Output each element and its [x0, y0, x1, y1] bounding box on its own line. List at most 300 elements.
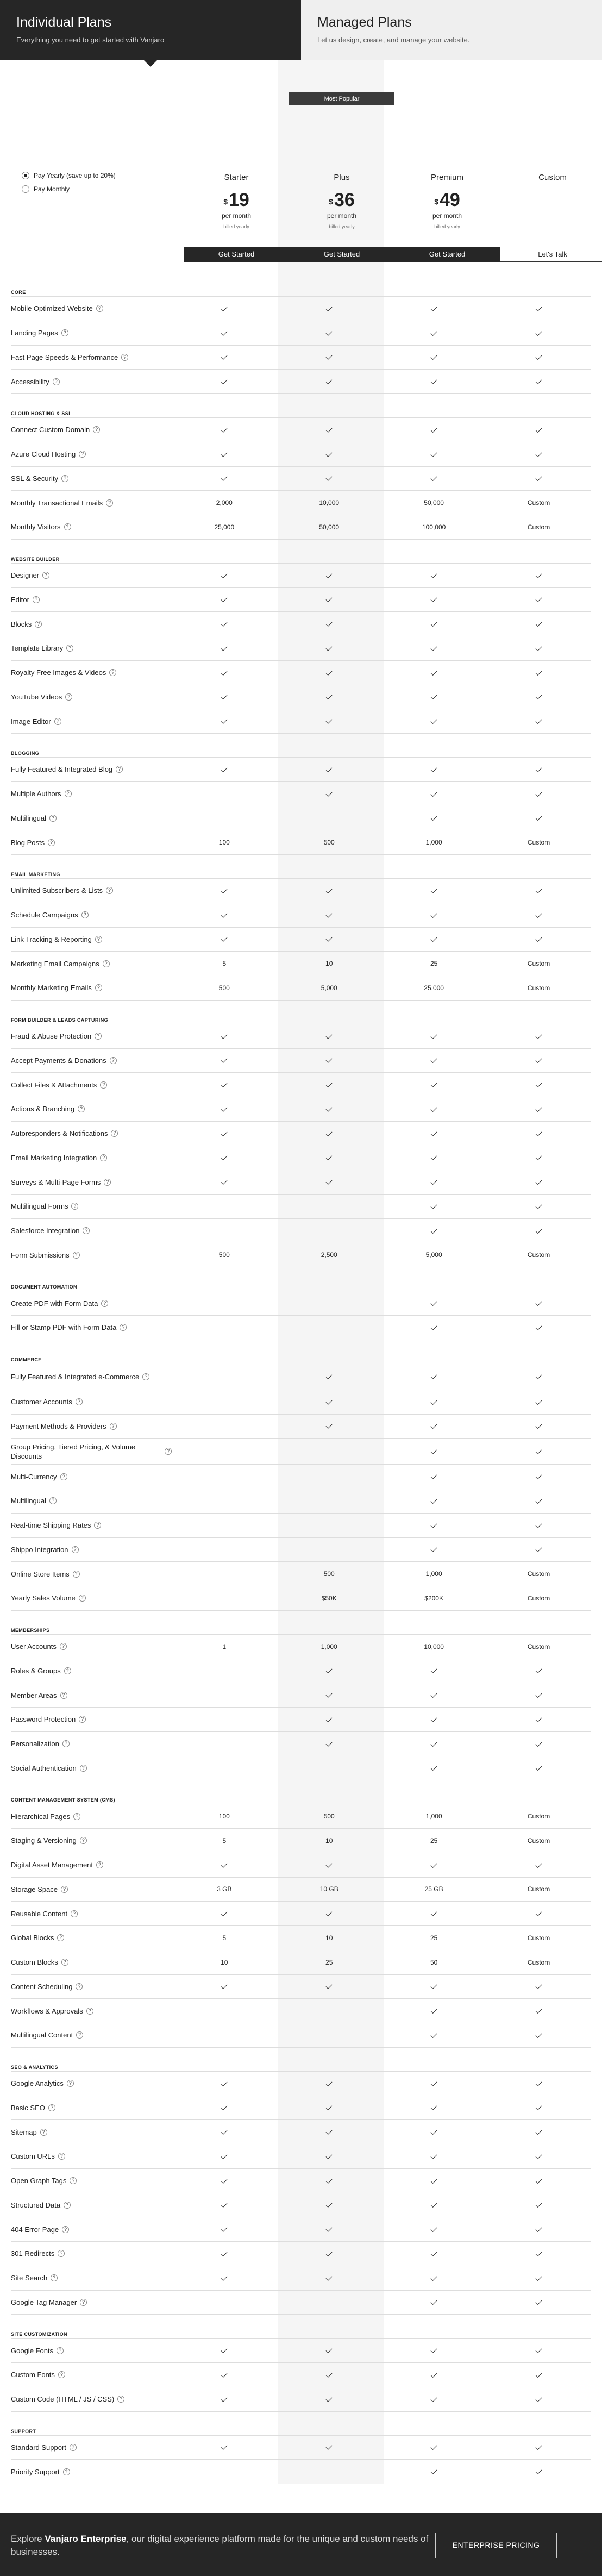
feature-row: [11, 1439, 591, 1465]
checkmark-icon: [536, 693, 542, 699]
feature-included-cell: [277, 474, 381, 482]
help-icon[interactable]: ?: [61, 1959, 68, 1966]
feature-included-cell: [277, 1056, 381, 1064]
lets-talk-button[interactable]: Let's Talk: [500, 247, 602, 262]
billing-yearly-label: Pay Yearly (save up to 20%): [34, 172, 116, 179]
radio-unselected-icon[interactable]: [22, 185, 29, 193]
radio-selected-icon[interactable]: [22, 172, 29, 179]
checkmark-icon: [221, 1910, 228, 1916]
feature-value-cell: 10 GB: [319, 1885, 338, 1893]
checkmark-icon: [326, 1861, 333, 1868]
feature-included-cell: [172, 1178, 277, 1186]
feature-included-cell: [486, 1154, 591, 1161]
feature-included-cell: [277, 911, 381, 919]
feature-sections: [11, 273, 591, 2484]
help-icon[interactable]: ?: [67, 2080, 74, 2087]
feature-row: [11, 2339, 591, 2363]
feature-included-cell: [277, 1081, 381, 1089]
section-title: EMAIL MARKETING: [11, 855, 591, 879]
feature-row: [11, 1902, 591, 1926]
feature-row: [11, 709, 591, 734]
feature-name: [11, 1056, 172, 1065]
feature-label: Designer: [11, 571, 40, 580]
help-icon[interactable]: ?: [57, 1934, 64, 1941]
feature-section: [11, 1340, 591, 1611]
checkmark-icon: [326, 1130, 333, 1136]
feature-included-cell: [486, 1299, 591, 1307]
feature-value-cell: 10: [325, 1836, 333, 1845]
feature-row: [11, 2436, 591, 2460]
help-icon[interactable]: ?: [111, 1130, 118, 1137]
checkmark-icon: [431, 1983, 437, 1989]
help-icon[interactable]: ?: [66, 645, 73, 652]
feature-value-cell: $200K: [424, 1594, 443, 1602]
feature-included-cell: [381, 1691, 486, 1699]
help-icon[interactable]: ?: [35, 621, 42, 628]
feature-row: [11, 442, 591, 467]
checkmark-icon: [326, 1105, 333, 1112]
feature-value-cell: 25: [430, 1836, 438, 1845]
feature-name: [11, 2249, 172, 2258]
feature-included-cell: [277, 1861, 381, 1869]
help-icon[interactable]: ?: [101, 1300, 108, 1307]
feature-included-cell: [172, 935, 277, 943]
help-icon[interactable]: ?: [58, 2250, 65, 2257]
plan-name: Plus: [334, 173, 350, 182]
help-icon[interactable]: ?: [95, 984, 102, 991]
checkmark-icon: [326, 378, 333, 384]
checkmark-icon: [431, 1667, 437, 1673]
feature-value-cell: 2,000: [216, 499, 233, 507]
help-icon[interactable]: ?: [78, 1105, 85, 1112]
help-icon[interactable]: ?: [62, 1740, 70, 1747]
feature-row: [11, 1219, 591, 1243]
checkmark-icon: [221, 378, 228, 384]
feature-included-cell: [172, 2128, 277, 2136]
checkmark-icon: [536, 2225, 542, 2232]
checkmark-icon: [326, 1422, 333, 1429]
feature-included-cell: [381, 1764, 486, 1772]
feature-value-cell: 100: [218, 1812, 230, 1821]
feature-included-cell: [381, 2080, 486, 2087]
feature-value-cell: Custom: [527, 1885, 550, 1893]
feature-included-cell: [486, 1910, 591, 1917]
feature-label: Monthly Marketing Emails: [11, 984, 92, 992]
help-icon[interactable]: ?: [64, 1667, 71, 1674]
feature-row: [11, 1122, 591, 1146]
checkmark-icon: [326, 329, 333, 336]
checkmark-icon: [536, 2298, 542, 2305]
help-icon[interactable]: ?: [110, 1057, 117, 1064]
feature-included-cell: [381, 426, 486, 434]
feature-included-cell: [486, 1473, 591, 1480]
feature-name: [11, 1372, 172, 1381]
help-icon[interactable]: ?: [40, 2129, 47, 2136]
feature-label: Google Tag Manager: [11, 2298, 77, 2306]
feature-included-cell: [381, 2225, 486, 2233]
enterprise-pricing-button[interactable]: ENTERPRISE PRICING: [435, 2533, 557, 2558]
checkmark-icon: [221, 2104, 228, 2110]
feature-included-cell: [381, 1667, 486, 1674]
feature-included-cell: [277, 305, 381, 312]
checkmark-icon: [536, 2177, 542, 2184]
help-icon[interactable]: ?: [33, 596, 40, 603]
section-title: SEO & ANALYTICS: [11, 2048, 591, 2072]
help-icon[interactable]: ?: [93, 426, 100, 433]
get-started-button[interactable]: Get Started: [394, 247, 500, 262]
feature-label: Autoresponders & Notifications: [11, 1129, 108, 1138]
feature-value-cell: Custom: [527, 1570, 550, 1578]
feature-value-cell: 1,000: [425, 1812, 442, 1821]
feature-included-cell: [486, 2468, 591, 2475]
feature-included-cell: [486, 426, 591, 434]
feature-included-cell: [172, 620, 277, 628]
help-icon[interactable]: ?: [80, 1837, 87, 1844]
help-icon[interactable]: ?: [103, 960, 110, 967]
feature-included-cell: [277, 1983, 381, 1990]
feature-label: Staging & Versioning: [11, 1836, 77, 1845]
help-icon[interactable]: ?: [53, 378, 60, 385]
help-icon[interactable]: ?: [63, 2468, 70, 2475]
help-icon[interactable]: ?: [71, 1910, 78, 1917]
checkmark-icon: [536, 620, 542, 627]
help-icon[interactable]: ?: [100, 1154, 107, 1161]
feature-included-cell: [172, 378, 277, 385]
feature-section: [11, 1611, 591, 1781]
checkmark-icon: [326, 911, 333, 918]
checkmark-icon: [326, 645, 333, 651]
help-icon[interactable]: ?: [104, 1179, 111, 1186]
checkmark-icon: [431, 305, 437, 311]
feature-included-cell: [381, 2396, 486, 2403]
feature-included-cell: [486, 2007, 591, 2015]
feature-name: [11, 789, 172, 798]
feature-included-cell: [172, 645, 277, 652]
help-icon[interactable]: ?: [121, 354, 128, 361]
help-icon[interactable]: ?: [49, 815, 57, 822]
checkmark-icon: [326, 2274, 333, 2281]
checkmark-icon: [536, 1497, 542, 1504]
plan-tabs: [0, 0, 602, 60]
help-icon[interactable]: ?: [61, 475, 68, 482]
help-icon[interactable]: ?: [94, 1522, 101, 1529]
feature-included-cell: [277, 378, 381, 385]
feature-label: Content Scheduling: [11, 1982, 73, 1991]
feature-value-cell: Custom: [527, 1836, 550, 1845]
help-icon[interactable]: ?: [76, 1983, 83, 1990]
feature-row: [11, 1926, 591, 1950]
feature-included-cell: [486, 2443, 591, 2451]
help-icon[interactable]: ?: [65, 693, 72, 701]
help-icon[interactable]: ?: [62, 2226, 69, 2233]
help-icon[interactable]: ?: [142, 1373, 149, 1380]
feature-row: [11, 1514, 591, 1538]
help-icon[interactable]: ?: [79, 1595, 86, 1602]
checkmark-icon: [326, 2153, 333, 2159]
feature-name: [11, 2370, 172, 2379]
feature-label: Online Store Items: [11, 1570, 70, 1578]
feature-label: Landing Pages: [11, 329, 58, 337]
checkmark-icon: [221, 693, 228, 699]
checkmark-icon: [536, 1740, 542, 1747]
feature-included-cell: [486, 717, 591, 725]
feature-included-cell: [172, 887, 277, 895]
help-icon[interactable]: ?: [58, 2153, 65, 2160]
checkmark-icon: [326, 2080, 333, 2086]
feature-included-cell: [172, 2225, 277, 2233]
help-icon[interactable]: ?: [109, 669, 116, 676]
feature-section: [11, 2048, 591, 2315]
feature-name: [11, 910, 172, 920]
feature-label: Digital Asset Management: [11, 1861, 93, 1870]
feature-label: Multiple Authors: [11, 790, 61, 798]
help-icon[interactable]: ?: [86, 2008, 93, 2015]
help-icon[interactable]: ?: [80, 2299, 87, 2306]
checkmark-icon: [326, 305, 333, 311]
feature-label: Basic SEO: [11, 2103, 45, 2112]
feature-row: [11, 976, 591, 1001]
help-icon[interactable]: ?: [70, 2444, 77, 2451]
feature-included-cell: [172, 572, 277, 579]
feature-label: Personalization: [11, 1740, 59, 1748]
billing-monthly-option[interactable]: [22, 185, 116, 193]
checkmark-icon: [431, 451, 437, 457]
help-icon[interactable]: ?: [83, 1227, 90, 1234]
help-icon[interactable]: ?: [95, 936, 102, 943]
help-icon[interactable]: ?: [79, 451, 86, 458]
checkmark-icon: [221, 2371, 228, 2378]
feature-label: Structured Data: [11, 2200, 61, 2209]
billing-yearly-option[interactable]: [22, 171, 116, 180]
help-icon[interactable]: ?: [58, 2371, 65, 2378]
checkmark-icon: [326, 669, 333, 676]
feature-included-cell: [172, 1130, 277, 1137]
get-started-button[interactable]: Get Started: [184, 247, 289, 262]
feature-label: Priority Support: [11, 2467, 60, 2476]
feature-included-cell: [486, 1522, 591, 1529]
feature-included-cell: [486, 645, 591, 652]
checkmark-icon: [326, 1154, 333, 1160]
billing-note: billed yearly: [434, 224, 460, 229]
checkmark-icon: [536, 1667, 542, 1673]
help-icon[interactable]: ?: [73, 1813, 80, 1820]
feature-included-cell: [172, 353, 277, 361]
feature-included-cell: [381, 1522, 486, 1529]
feature-included-cell: [486, 1081, 591, 1089]
feature-label: Image Editor: [11, 717, 51, 726]
help-icon[interactable]: ?: [71, 1203, 78, 1210]
help-icon[interactable]: ?: [64, 523, 71, 530]
feature-label: Accessibility: [11, 377, 49, 386]
feature-included-cell: [381, 693, 486, 701]
feature-included-cell: [486, 1398, 591, 1406]
feature-included-cell: [172, 1910, 277, 1917]
feature-label: Social Authentication: [11, 1764, 77, 1772]
feature-label: Multilingual Content: [11, 2031, 73, 2040]
feature-value-cell: Custom: [527, 523, 550, 531]
checkmark-icon: [431, 1716, 437, 1722]
help-icon[interactable]: ?: [70, 2177, 77, 2184]
feature-name: [11, 1666, 172, 1675]
feature-included-cell: [381, 353, 486, 361]
help-icon[interactable]: ?: [65, 790, 72, 797]
checkmark-icon: [431, 1324, 437, 1330]
feature-name: [11, 1422, 172, 1431]
feature-row: [11, 2023, 591, 2048]
help-icon[interactable]: ?: [61, 329, 68, 336]
checkmark-icon: [536, 2128, 542, 2135]
checkmark-icon: [431, 669, 437, 676]
feature-included-cell: [277, 2371, 381, 2379]
help-icon[interactable]: ?: [51, 2274, 58, 2281]
feature-row: [11, 1364, 591, 1390]
checkmark-icon: [536, 2468, 542, 2474]
checkmark-icon: [536, 378, 542, 384]
pricing-header: [11, 60, 591, 273]
help-icon[interactable]: ?: [116, 766, 123, 773]
feature-included-cell: [172, 693, 277, 701]
feature-included-cell: [381, 2201, 486, 2209]
tab-managed-plans[interactable]: [301, 0, 602, 60]
help-icon[interactable]: ?: [48, 2104, 55, 2111]
feature-included-cell: [277, 1154, 381, 1161]
feature-included-cell: [486, 2080, 591, 2087]
feature-label: Template Library: [11, 644, 64, 653]
feature-included-cell: [381, 1178, 486, 1186]
checkmark-icon: [431, 2250, 437, 2256]
checkmark-icon: [431, 1910, 437, 1916]
checkmark-icon: [326, 1033, 333, 1039]
feature-included-cell: [486, 2201, 591, 2209]
feature-included-cell: [277, 1033, 381, 1040]
feature-included-cell: [381, 2128, 486, 2136]
feature-name: [11, 1812, 172, 1821]
feature-value-cell: 50,000: [319, 523, 340, 531]
help-icon[interactable]: ?: [106, 499, 113, 507]
feature-label: Standard Support: [11, 2443, 66, 2452]
feature-included-cell: [172, 1861, 277, 1869]
help-icon[interactable]: ?: [79, 1716, 86, 1723]
checkmark-icon: [431, 2007, 437, 2014]
feature-name: [11, 886, 172, 895]
billing-monthly-label: Pay Monthly: [34, 185, 70, 193]
help-icon[interactable]: ?: [49, 1497, 57, 1504]
checkmark-icon: [431, 1178, 437, 1185]
feature-included-cell: [486, 1764, 591, 1772]
feature-value-cell: 25: [430, 1934, 438, 1942]
feature-row: [11, 1390, 591, 1415]
tab-individual-plans[interactable]: [0, 0, 301, 60]
help-icon[interactable]: ?: [60, 1692, 67, 1699]
help-icon[interactable]: ?: [96, 305, 103, 312]
help-icon[interactable]: ?: [72, 1546, 79, 1553]
feature-label: Schedule Campaigns: [11, 911, 78, 920]
feature-included-cell: [486, 2128, 591, 2136]
feature-row: [11, 1878, 591, 1902]
checkmark-icon: [326, 474, 333, 481]
currency-symbol: $: [329, 197, 333, 206]
checkmark-icon: [221, 1130, 228, 1136]
help-icon[interactable]: ?: [96, 1861, 103, 1868]
checkmark-icon: [431, 814, 437, 821]
checkmark-icon: [431, 353, 437, 360]
help-icon[interactable]: ?: [76, 2031, 83, 2039]
feature-included-cell: [486, 1422, 591, 1430]
plan-name: Starter: [224, 173, 249, 182]
help-icon[interactable]: ?: [95, 1033, 102, 1040]
help-icon[interactable]: ?: [73, 1571, 80, 1578]
checkmark-icon: [431, 2104, 437, 2110]
feature-included-cell: [486, 1983, 591, 1990]
feature-section: [11, 273, 591, 394]
feature-section: [11, 1267, 591, 1340]
feature-label: Fraud & Abuse Protection: [11, 1032, 92, 1041]
feature-label: Editor: [11, 595, 29, 604]
help-icon[interactable]: ?: [60, 1473, 67, 1480]
help-icon[interactable]: ?: [54, 718, 61, 725]
help-icon[interactable]: ?: [100, 1081, 107, 1089]
help-icon[interactable]: ?: [61, 1886, 68, 1893]
help-icon[interactable]: ?: [57, 2347, 64, 2354]
help-icon[interactable]: ?: [48, 839, 55, 846]
feature-included-cell: [172, 2177, 277, 2185]
feature-included-cell: [381, 378, 486, 385]
help-icon[interactable]: ?: [81, 911, 89, 918]
feature-row: [11, 1538, 591, 1562]
feature-included-cell: [486, 1105, 591, 1113]
feature-row: [11, 1804, 591, 1829]
checkmark-icon: [221, 2128, 228, 2135]
feature-row: [11, 1073, 591, 1097]
feature-row: [11, 2096, 591, 2121]
checkmark-icon: [221, 1154, 228, 1160]
get-started-button[interactable]: Get Started: [289, 247, 394, 262]
feature-row: [11, 491, 591, 515]
feature-label: 404 Error Page: [11, 2225, 59, 2234]
help-icon[interactable]: ?: [42, 572, 49, 579]
section-title: FORM BUILDER & LEADS CAPTURING: [11, 1001, 591, 1024]
feature-name: [11, 1958, 172, 1967]
help-icon[interactable]: ?: [110, 1423, 117, 1430]
checkmark-icon: [536, 596, 542, 602]
feature-label: Site Search: [11, 2274, 48, 2283]
checkmark-icon: [326, 717, 333, 724]
plan-price: [184, 190, 289, 210]
feature-name: [11, 425, 172, 434]
checkmark-icon: [431, 2153, 437, 2159]
help-icon[interactable]: ?: [80, 1765, 87, 1772]
feature-included-cell: [172, 474, 277, 482]
feature-included-cell: [277, 2128, 381, 2136]
help-icon[interactable]: ?: [106, 887, 113, 894]
help-icon[interactable]: ?: [76, 1398, 83, 1405]
checkmark-icon: [536, 887, 542, 893]
feature-included-cell: [486, 1448, 591, 1455]
feature-name: [11, 1178, 172, 1187]
help-icon[interactable]: ?: [64, 2202, 71, 2209]
help-icon[interactable]: ?: [60, 1643, 67, 1650]
help-icon[interactable]: ?: [165, 1448, 172, 1455]
feature-value-cell: 1,000: [321, 1642, 337, 1650]
checkmark-icon: [536, 935, 542, 942]
help-icon[interactable]: ?: [73, 1252, 80, 1259]
help-icon[interactable]: ?: [117, 2396, 124, 2403]
feature-included-cell: [486, 2274, 591, 2282]
help-icon[interactable]: ?: [120, 1324, 127, 1331]
feature-included-cell: [172, 1105, 277, 1113]
checkmark-icon: [326, 1056, 333, 1063]
feature-name: [11, 1691, 172, 1700]
